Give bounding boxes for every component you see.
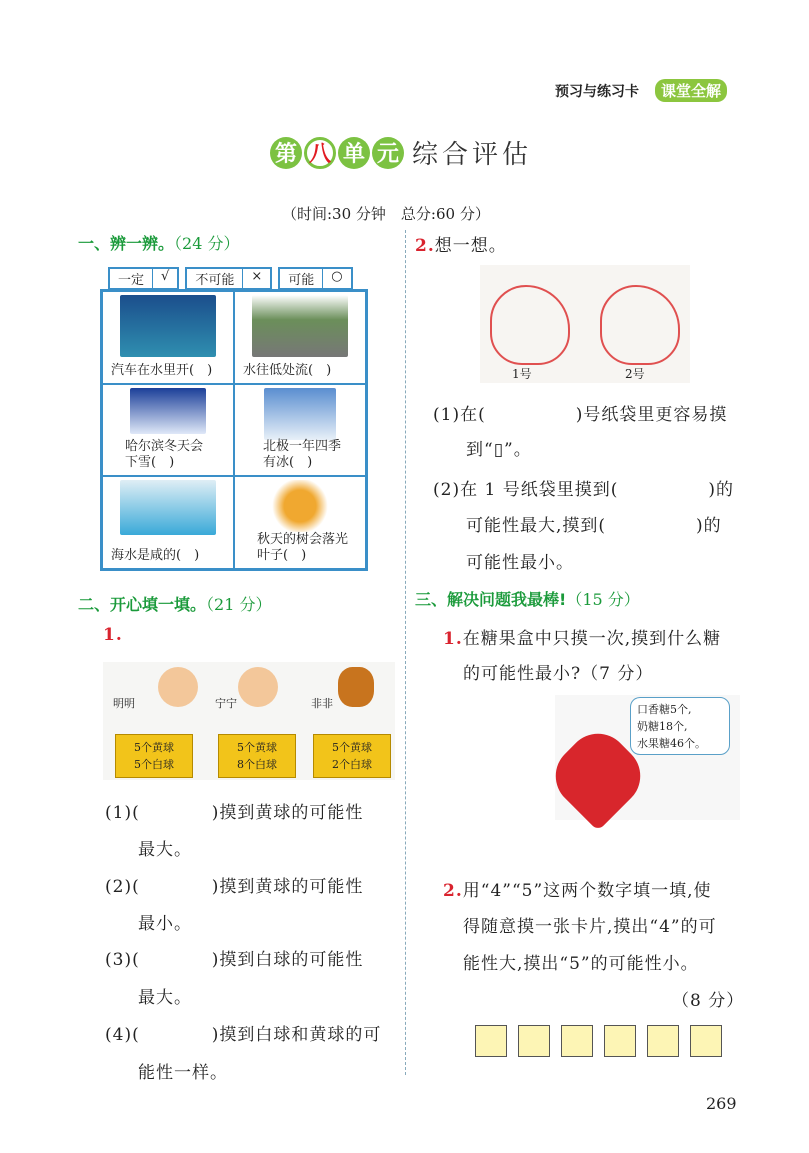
snow-house-image xyxy=(130,388,206,434)
legend: 一定 √ 不可能 × 可能 ○ xyxy=(108,267,353,290)
judge-cell: 海水是咸的( ) xyxy=(102,476,234,569)
title-char: 元 xyxy=(372,137,404,169)
problem-2-line: 得随意摸一张卡片,摸出“4”的可 xyxy=(463,917,717,937)
exam-meta: （时间:30 分钟 总分:60 分） xyxy=(282,205,490,223)
card-boxes xyxy=(475,1025,733,1061)
title-char: 第 xyxy=(270,137,302,169)
ball-box: 5个黄球 5个白球 xyxy=(115,734,193,778)
page-title xyxy=(270,134,532,171)
card-box[interactable] xyxy=(647,1025,679,1057)
judge-cell: 汽车在水里开( ) xyxy=(102,291,234,384)
fill-line: 最大。 xyxy=(138,840,192,860)
problem-1: 1.在糖果盒中只摸一次,摸到什么糖 xyxy=(443,629,722,649)
arctic-image xyxy=(264,388,336,440)
autumn-tree-image xyxy=(270,480,330,532)
fill-line: (4)( )摸到白球和黄球的可 xyxy=(105,1025,382,1045)
fill-line: 最大。 xyxy=(138,988,192,1008)
judge-cell: 水往低处流( ) xyxy=(234,291,366,384)
question-number: 1. xyxy=(103,625,123,645)
card-box[interactable] xyxy=(690,1025,722,1057)
waterfall-image xyxy=(252,295,348,357)
judge-cell: 北极一年四季有冰( ) xyxy=(234,384,366,477)
page-number: 269 xyxy=(706,1094,737,1113)
problem-2: 2.用“4”“5”这两个数字填一填,使 xyxy=(443,881,712,901)
series-badge: 课堂全解 xyxy=(655,79,727,102)
sea-image xyxy=(120,480,216,535)
series-label: 预习与练习卡 xyxy=(555,84,639,100)
fill-line: (1)在( )号纸袋里更容易摸 xyxy=(433,405,728,425)
card-box[interactable] xyxy=(518,1025,550,1057)
fill-line: (2)( )摸到黄球的可能性 xyxy=(105,877,364,897)
section-2-heading: 二、开心填一填。（21 分） xyxy=(78,595,272,614)
fill-line: 最小。 xyxy=(138,914,192,934)
question-2-title: 2.想一想。 xyxy=(415,236,507,256)
fill-line: (3)( )摸到白球的可能性 xyxy=(105,950,364,970)
title-char: 单 xyxy=(338,137,370,169)
card-box[interactable] xyxy=(561,1025,593,1057)
card-box[interactable] xyxy=(604,1025,636,1057)
section-3-heading: 三、解决问题我最棒!（15 分） xyxy=(415,590,640,609)
fill-line: 能性一样。 xyxy=(138,1063,228,1083)
judge-cell: 哈尔滨冬天会下雪( ) xyxy=(102,384,234,477)
bags-illustration: 1号 2号 xyxy=(480,265,690,383)
title-rest: 综合评估 xyxy=(412,140,533,170)
section-1-heading: 一、辨一辨。（24 分） xyxy=(78,234,240,253)
judge-grid xyxy=(100,289,368,571)
problem-2-score: （8 分） xyxy=(672,991,745,1011)
fill-line: 可能性最大,摸到( )的 xyxy=(466,516,722,536)
car-image xyxy=(120,295,216,357)
ball-box: 5个黄球 2个白球 xyxy=(313,734,391,778)
problem-1-line: 的可能性最小?（7 分） xyxy=(463,664,654,684)
judge-cell: 秋天的树会落光叶子( ) xyxy=(234,476,366,569)
speech-bubble: 口香糖5个, 奶糖18个, 水果糖46个。 xyxy=(630,697,730,755)
fill-line: 可能性最小。 xyxy=(466,553,574,573)
ball-box: 5个黄球 8个白球 xyxy=(218,734,296,778)
problem-2-line: 能性大,摸出“5”的可能性小。 xyxy=(463,954,699,974)
fill-line: 到“▯”。 xyxy=(466,440,532,460)
kids-illustration: 明明 宁宁 非非 5个黄球 5个白球 5个黄球 8个白球 5个黄球 2个白球 xyxy=(103,662,395,780)
fill-line: (1)( )摸到黄球的可能性 xyxy=(105,803,364,823)
gift-illustration xyxy=(555,695,740,820)
fill-line: (2)在 1 号纸袋里摸到( )的 xyxy=(433,480,734,500)
title-char: 八 xyxy=(304,137,336,169)
card-box[interactable] xyxy=(475,1025,507,1057)
column-divider xyxy=(405,230,406,1075)
